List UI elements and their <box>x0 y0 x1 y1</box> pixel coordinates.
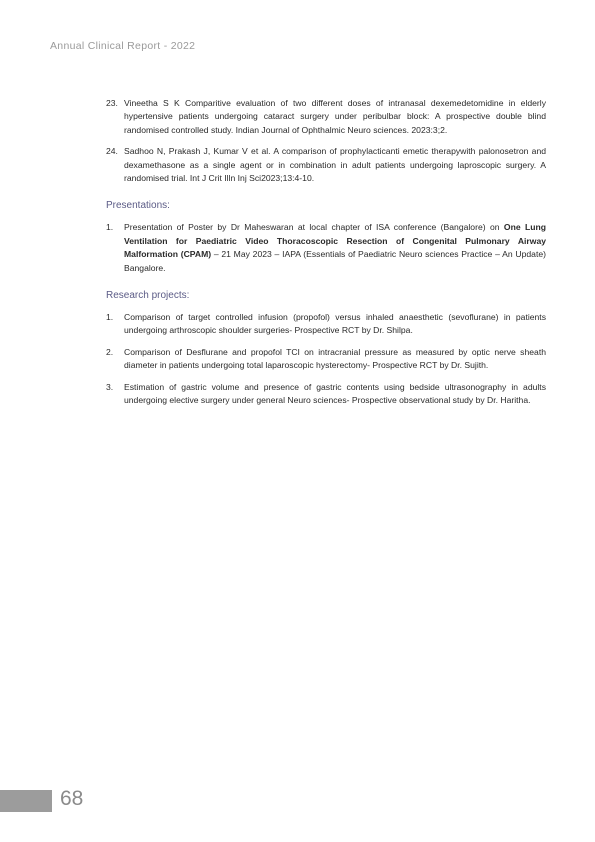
page-number: 68 <box>60 787 84 810</box>
research-number: 3. <box>106 381 114 392</box>
presentation-text-intro: Presentation of Poster by Dr Maheswaran at local chapter of ISA conference (Bangalore) on <box>124 222 504 233</box>
presentation-item <box>106 221 546 275</box>
research-text: Comparison of target controlled infusion (propofol) versus inhaled anaesthetic (sevoflurane) in patients undergoing arthroscopic shoulder surgeries- Prospective RCT by Dr. Shilpa. <box>124 312 546 336</box>
reference-item <box>106 145 546 185</box>
presentation-text <box>124 222 546 272</box>
presentation-number: 1. <box>106 222 114 233</box>
presentation-title: One Lung Ventilation for Paediatric Video Thoracoscopic Resection of Congenital Pulmonary Airway Malformation (CPAM) <box>124 222 546 260</box>
research-heading: Research projects: <box>106 290 190 302</box>
research-item <box>106 346 546 373</box>
presentation-text-details: – 21 May 2023 – IAPA (Essentials of Paediatric Neuro sciences Practice – An Update) Bangalore. <box>124 249 546 273</box>
reference-number: 24. <box>106 146 118 157</box>
reference-number: 23. <box>106 98 118 108</box>
report-title: Annual Clinical Report - 2022 <box>50 40 196 52</box>
research-item <box>106 311 546 338</box>
presentations-heading: Presentations: <box>106 200 170 212</box>
reference-text: Sadhoo N, Prakash J, Kumar V et al. A comparison of prophylacticanti emetic therapywith palonosetron and dexamethasone as a single agent or in combination in adult patients undergoing laproscopic surgery. A randomised trial. Int J Crit Illn Inj Sci2023;13:4-10. <box>124 146 546 184</box>
footer-bar <box>0 790 52 812</box>
research-text: Estimation of gastric volume and presence of gastric contents using bedside ultrasonography in adults undergoing elective surgery under general Neuro sciences- Prospective observational study by Dr. Haritha. <box>124 381 546 406</box>
reference-item <box>106 97 546 137</box>
research-item <box>106 381 546 408</box>
reference-text: Vineetha S K Comparitive evaluation of two different doses of intranasal dexemedetomidine in elderly hypertensive patients undergoing cataract surgery under peribulbar block: A prospective double blind randomised controlled study. Indian Journal of Ophthalmic Neuro sciences. 2023:3;2. <box>124 98 546 135</box>
research-number: 1. <box>106 312 114 323</box>
page-content <box>106 97 546 416</box>
research-text: Comparison of Desflurane and propofol TCI on intracranial pressure as measured by optic nerve sheath diameter in patients undergoing total laparoscopic hysterectomy- Prospective RCT by Dr. Sujith. <box>124 346 546 371</box>
research-number: 2. <box>106 346 114 357</box>
